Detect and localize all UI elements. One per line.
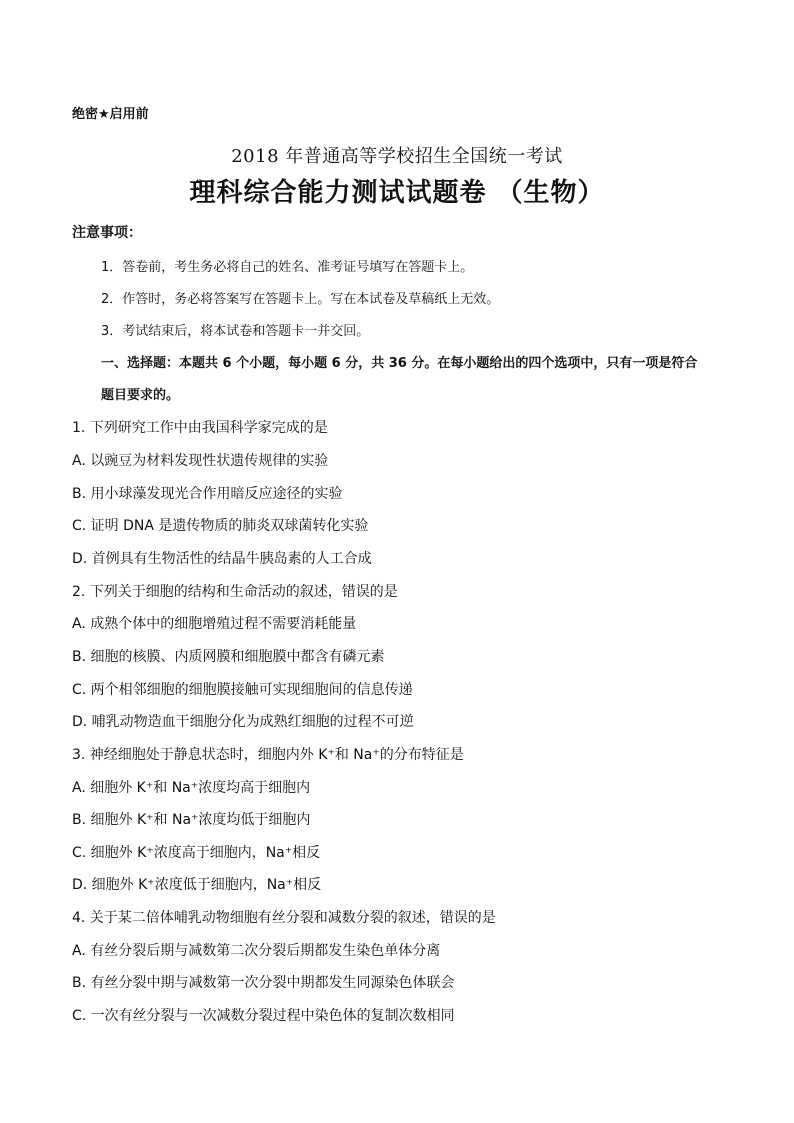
notice-item-1: 1．答卷前，考生务必将自己的姓名、准考证号填写在答题卡上。 bbox=[101, 260, 474, 275]
question-2-option-b: B. 细胞的核膜、内质网膜和细胞膜中都含有磷元素 bbox=[72, 649, 385, 665]
secret-label: 绝密★启用前 bbox=[72, 107, 149, 122]
exam-title: 2018 年普通高等学校招生全国统一考试 bbox=[231, 146, 563, 167]
question-3-option-b: B. 细胞外 K⁺和 Na⁺浓度均低于细胞内 bbox=[72, 812, 311, 828]
section-instruction-line2: 题目要求的。 bbox=[101, 388, 180, 403]
question-1-option-a: A. 以豌豆为材料发现性状遗传规律的实验 bbox=[72, 453, 329, 469]
notice-heading: 注意事项： bbox=[72, 225, 142, 241]
question-4-option-a: A. 有丝分裂后期与减数第二次分裂后期都发生染色单体分离 bbox=[72, 943, 441, 959]
question-2-option-a: A. 成熟个体中的细胞增殖过程不需要消耗能量 bbox=[72, 616, 357, 632]
question-3-stem: 3. 神经细胞处于静息状态时，细胞内外 K⁺和 Na⁺的分布特征是 bbox=[72, 747, 464, 763]
paper-title: 理科综合能力测试试题卷 （生物） bbox=[189, 178, 605, 208]
question-1-option-c: C. 证明 DNA 是遗传物质的肺炎双球菌转化实验 bbox=[72, 518, 369, 534]
question-4-stem: 4. 关于某二倍体哺乳动物细胞有丝分裂和减数分裂的叙述，错误的是 bbox=[72, 910, 496, 926]
question-1-option-b: B. 用小球藻发现光合作用暗反应途径的实验 bbox=[72, 486, 343, 502]
notice-item-2: 2．作答时，务必将答案写在答题卡上。写在本试卷及草稿纸上无效。 bbox=[101, 292, 500, 307]
question-2-option-c: C. 两个相邻细胞的细胞膜接触可实现细胞间的信息传递 bbox=[72, 682, 413, 698]
question-3-option-d: D. 细胞外 K⁺浓度低于细胞内，Na⁺相反 bbox=[72, 877, 322, 893]
question-4-option-c: C. 一次有丝分裂与一次减数分裂过程中染色体的复制次数相同 bbox=[72, 1008, 455, 1024]
question-2-option-d: D. 哺乳动物造血干细胞分化为成熟红细胞的过程不可逆 bbox=[72, 714, 414, 730]
question-1-stem: 1. 下列研究工作中由我国科学家完成的是 bbox=[72, 420, 328, 436]
question-3-option-c: C. 细胞外 K⁺浓度高于细胞内，Na⁺相反 bbox=[72, 845, 321, 861]
question-1-option-d: D. 首例具有生物活性的结晶牛胰岛素的人工合成 bbox=[72, 551, 372, 567]
question-2-stem: 2. 下列关于细胞的结构和生命活动的叙述，错误的是 bbox=[72, 584, 398, 600]
question-4-option-b: B. 有丝分裂中期与减数第一次分裂中期都发生同源染色体联会 bbox=[72, 975, 455, 991]
notice-item-3: 3．考试结束后，将本试卷和答题卡一并交回。 bbox=[101, 324, 370, 339]
section-instruction-line1: 一、选择题：本题共 6 个小题，每小题 6 分，共 36 分。在每小题给出的四个选项中，只有一项是符合 bbox=[101, 356, 698, 371]
question-3-option-a: A. 细胞外 K⁺和 Na⁺浓度均高于细胞内 bbox=[72, 780, 311, 796]
